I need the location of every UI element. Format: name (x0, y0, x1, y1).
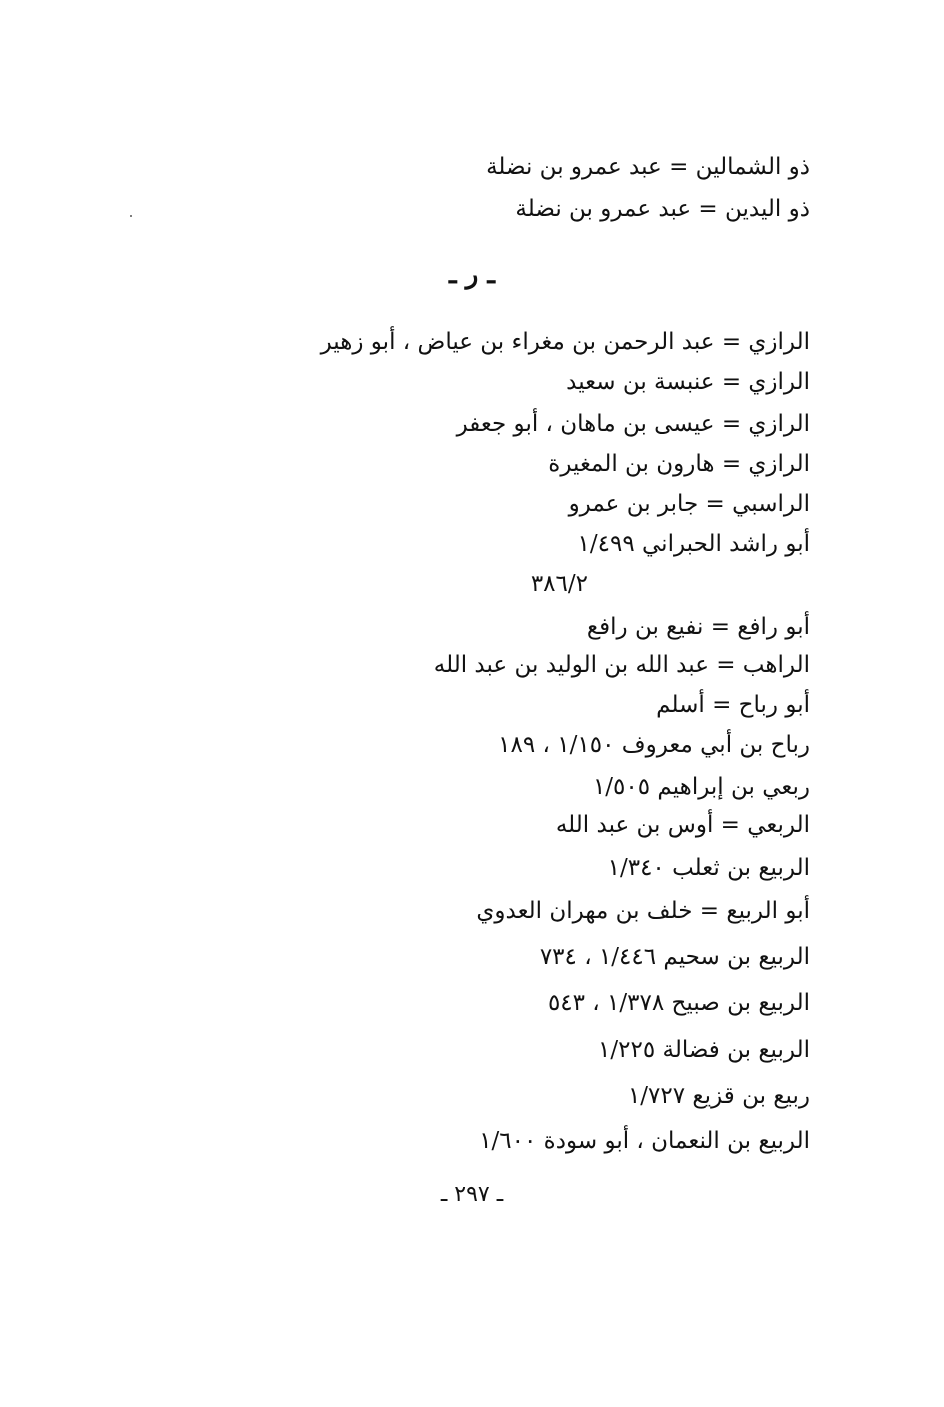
index-entry: الربيع بن ثعلب ١/٣٤٠ (607, 855, 810, 881)
index-entry: أبو راشد الحبراني ١/٤٩٩ (577, 531, 810, 557)
index-entry: الربيع بن النعمان ، أبو سودة ١/٦٠٠ (479, 1128, 810, 1154)
index-entry: أبو الربيع = خلف بن مهران العدوي (476, 898, 810, 924)
index-entry: ربعي بن إبراهيم ١/٥٠٥ (592, 774, 810, 800)
index-entry: الرازي = هارون بن المغيرة (548, 451, 810, 477)
index-entry: الربيع بن فضالة ١/٢٢٥ (598, 1037, 810, 1063)
index-entry: الراهب = عبد الله بن الوليد بن عبد الله (433, 652, 810, 678)
index-entry: الربيع بن سحيم ١/٤٤٦ ، ٧٣٤ (539, 944, 810, 970)
index-entry-continuation: ٣٨٦/٢ (530, 571, 588, 597)
index-entry: الراسبي = جابر بن عمرو (568, 491, 810, 517)
index-entry: أبو رباح = أسلم (656, 692, 810, 718)
scan-speck (130, 215, 132, 217)
index-entry: الربيع بن صبيح ١/٣٧٨ ، ٥٤٣ (547, 990, 810, 1016)
header-line-2: ذو اليدين = عبد عمرو بن نضلة (515, 196, 810, 222)
page-number: ـ ٢٩٧ ـ (440, 1182, 504, 1207)
header-line-1: ذو الشمالين = عبد عمرو بن نضلة (486, 154, 810, 180)
index-entry: ربيع بن قزيع ١/٧٢٧ (627, 1083, 810, 1109)
index-entry: الرازي = عبد الرحمن بن مغراء بن عياض ، أبو زهير (320, 329, 810, 355)
index-entry: الرازي = عنبسة بن سعيد (566, 369, 810, 395)
index-entry: أبو رافع = نفيع بن رافع (586, 614, 810, 640)
index-entry: رباح بن أبي معروف ١/١٥٠ ، ١٨٩ (498, 732, 810, 758)
index-entry: الرازي = عيسى بن ماهان ، أبو جعفر (456, 411, 810, 437)
section-letter: ـ ر ـ (449, 260, 495, 290)
index-entry: الربعي = أوس بن عبد الله (555, 812, 810, 838)
